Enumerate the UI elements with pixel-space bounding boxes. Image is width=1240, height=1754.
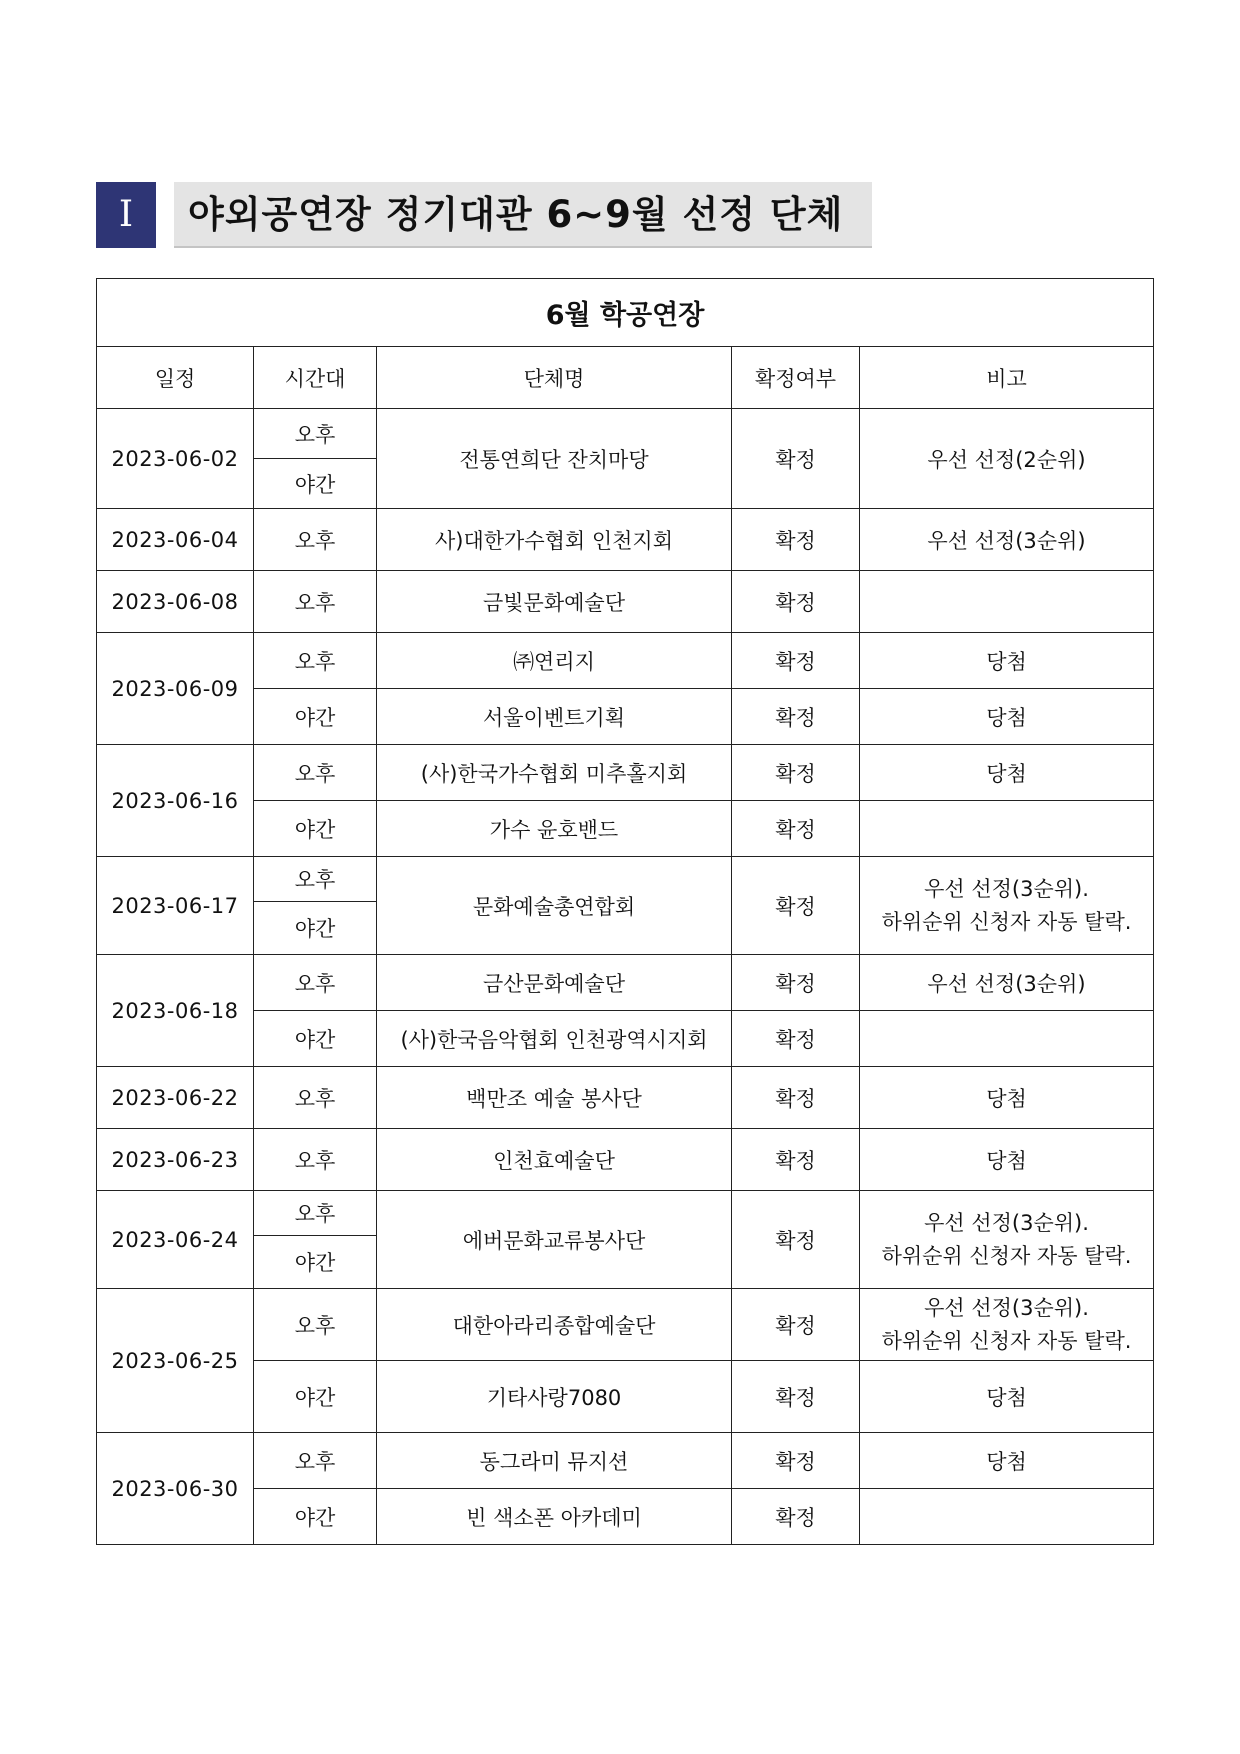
time-cell: 야간	[254, 801, 377, 857]
status-cell: 확정	[732, 1361, 860, 1433]
section-number: I	[96, 182, 156, 248]
time-cell: 오후	[254, 1433, 377, 1489]
time-cell: 오후	[254, 409, 377, 459]
status-cell: 확정	[732, 955, 860, 1011]
date-cell: 2023-06-25	[97, 1289, 254, 1433]
group-cell: (사)한국음악협회 인천광역시지회	[377, 1011, 732, 1067]
date-cell: 2023-06-09	[97, 633, 254, 745]
date-cell: 2023-06-08	[97, 571, 254, 633]
date-cell: 2023-06-17	[97, 857, 254, 955]
status-cell: 확정	[732, 1433, 860, 1489]
group-cell: 금빛문화예술단	[377, 571, 732, 633]
note-cell: 당첨	[860, 633, 1154, 689]
time-cell: 오후	[254, 1191, 377, 1236]
note-cell	[860, 1489, 1154, 1545]
time-cell: 오후	[254, 1129, 377, 1191]
table-row	[97, 1191, 1154, 1236]
note-cell	[860, 1191, 1154, 1289]
table-row	[97, 955, 1154, 1011]
note-line: 하위순위 신청자 자동 탈락.	[881, 1328, 1132, 1353]
table-row	[97, 801, 1154, 857]
group-cell: 에버문화교류봉사단	[377, 1191, 732, 1289]
date-cell: 2023-06-24	[97, 1191, 254, 1289]
note-line: 우선 선정(3순위).	[924, 1295, 1089, 1320]
note-cell: 당첨	[860, 689, 1154, 745]
note-cell: 우선 선정(2순위)	[860, 409, 1154, 509]
note-line: 하위순위 신청자 자동 탈락.	[881, 1243, 1132, 1268]
status-cell: 확정	[732, 1489, 860, 1545]
date-cell: 2023-06-02	[97, 409, 254, 509]
date-cell: 2023-06-16	[97, 745, 254, 857]
table-row	[97, 633, 1154, 689]
group-cell: 전통연희단 잔치마당	[377, 409, 732, 509]
note-cell: 우선 선정(3순위)	[860, 955, 1154, 1011]
note-cell: 당첨	[860, 1361, 1154, 1433]
note-cell: 당첨	[860, 1067, 1154, 1129]
time-cell: 오후	[254, 633, 377, 689]
group-cell: 기타사랑7080	[377, 1361, 732, 1433]
time-cell: 오후	[254, 571, 377, 633]
table-row	[97, 1289, 1154, 1361]
table-row	[97, 509, 1154, 571]
note-cell: 당첨	[860, 1129, 1154, 1191]
header-group: 단체명	[377, 347, 732, 409]
header-time: 시간대	[254, 347, 377, 409]
time-cell: 야간	[254, 1236, 377, 1289]
status-cell: 확정	[732, 633, 860, 689]
note-line: 우선 선정(3순위).	[924, 876, 1089, 901]
time-cell: 야간	[254, 1361, 377, 1433]
time-cell: 야간	[254, 459, 377, 509]
note-cell: 당첨	[860, 1433, 1154, 1489]
table-row	[97, 857, 1154, 902]
status-cell: 확정	[732, 1011, 860, 1067]
header-status: 확정여부	[732, 347, 860, 409]
status-cell: 확정	[732, 571, 860, 633]
group-cell: 금산문화예술단	[377, 955, 732, 1011]
date-cell: 2023-06-23	[97, 1129, 254, 1191]
time-cell: 오후	[254, 745, 377, 801]
time-cell: 오후	[254, 955, 377, 1011]
table-caption: 6월 학공연장	[97, 279, 1154, 347]
note-cell	[860, 1011, 1154, 1067]
time-cell: 야간	[254, 902, 377, 955]
group-cell: ㈜연리지	[377, 633, 732, 689]
note-cell	[860, 857, 1154, 955]
group-cell: 서울이벤트기획	[377, 689, 732, 745]
table-row	[97, 409, 1154, 459]
group-cell: 대한아라리종합예술단	[377, 1289, 732, 1361]
table-row	[97, 1067, 1154, 1129]
note-cell	[860, 571, 1154, 633]
time-cell: 오후	[254, 857, 377, 902]
table-row	[97, 689, 1154, 745]
note-line: 하위순위 신청자 자동 탈락.	[881, 909, 1132, 934]
status-cell: 확정	[732, 745, 860, 801]
time-cell: 오후	[254, 509, 377, 571]
time-cell: 야간	[254, 1011, 377, 1067]
table-row	[97, 745, 1154, 801]
status-cell: 확정	[732, 801, 860, 857]
section-title: 야외공연장 정기대관 6~9월 선정 단체	[174, 182, 872, 248]
date-cell: 2023-06-30	[97, 1433, 254, 1545]
status-cell: 확정	[732, 1191, 860, 1289]
table-row	[97, 1011, 1154, 1067]
group-cell: 빈 색소폰 아카데미	[377, 1489, 732, 1545]
note-line: 우선 선정(3순위).	[924, 1210, 1089, 1235]
status-cell: 확정	[732, 857, 860, 955]
note-cell	[860, 1289, 1154, 1361]
header-note: 비고	[860, 347, 1154, 409]
time-cell: 야간	[254, 689, 377, 745]
group-cell: 백만조 예술 봉사단	[377, 1067, 732, 1129]
time-cell: 야간	[254, 1489, 377, 1545]
date-cell: 2023-06-18	[97, 955, 254, 1067]
note-cell: 우선 선정(3순위)	[860, 509, 1154, 571]
schedule-table	[96, 278, 1154, 1545]
table-row	[97, 1433, 1154, 1489]
table-row	[97, 571, 1154, 633]
group-cell: 문화예술총연합회	[377, 857, 732, 955]
date-cell: 2023-06-22	[97, 1067, 254, 1129]
table-row	[97, 1489, 1154, 1545]
status-cell: 확정	[732, 409, 860, 509]
group-cell: 가수 윤호밴드	[377, 801, 732, 857]
status-cell: 확정	[732, 1289, 860, 1361]
group-cell: 동그라미 뮤지션	[377, 1433, 732, 1489]
group-cell: 인천효예술단	[377, 1129, 732, 1191]
note-cell	[860, 801, 1154, 857]
status-cell: 확정	[732, 1067, 860, 1129]
table-row	[97, 1361, 1154, 1433]
group-cell: 사)대한가수협회 인천지회	[377, 509, 732, 571]
time-cell: 오후	[254, 1067, 377, 1129]
group-cell: (사)한국가수협회 미추홀지회	[377, 745, 732, 801]
header-row	[97, 347, 1154, 409]
header-date: 일정	[97, 347, 254, 409]
status-cell: 확정	[732, 689, 860, 745]
date-cell: 2023-06-04	[97, 509, 254, 571]
table-row	[97, 1129, 1154, 1191]
status-cell: 확정	[732, 509, 860, 571]
status-cell: 확정	[732, 1129, 860, 1191]
note-cell: 당첨	[860, 745, 1154, 801]
time-cell: 오후	[254, 1289, 377, 1361]
